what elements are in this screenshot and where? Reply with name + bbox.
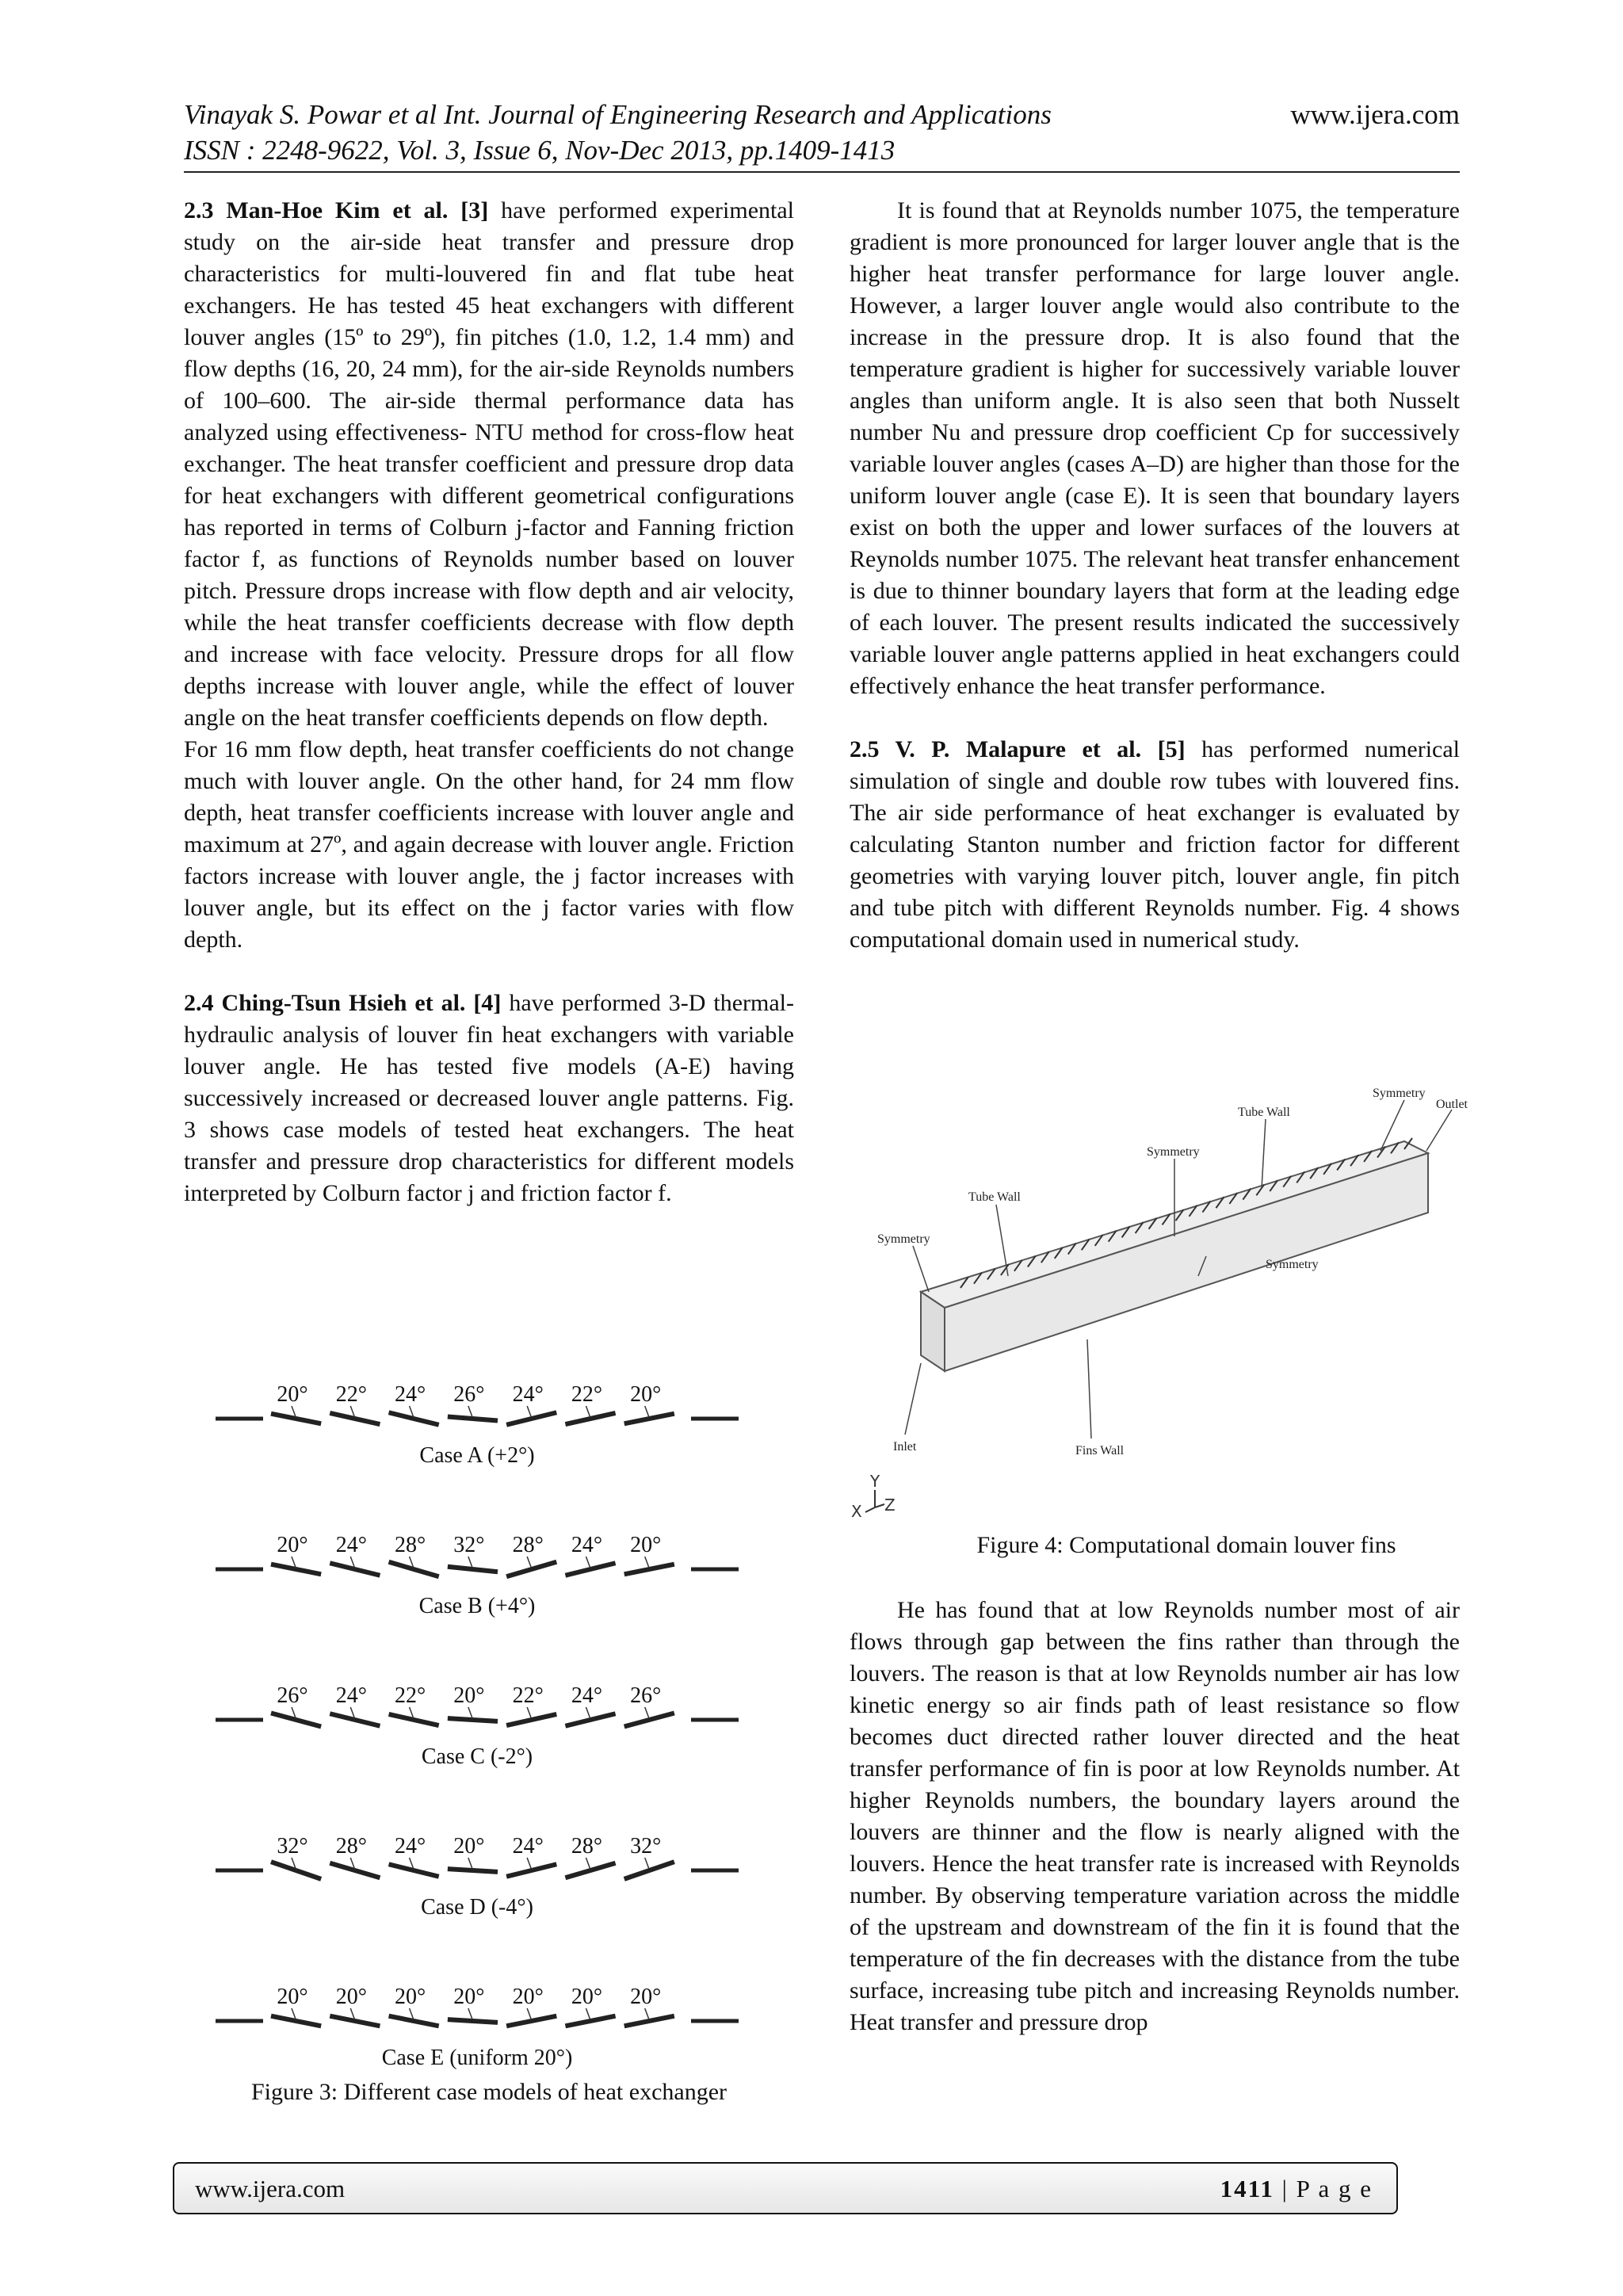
louver-blade (565, 1713, 615, 1725)
louver-angle-label: 20° (453, 1683, 485, 1708)
louver-blade (506, 2016, 556, 2027)
label-symmetry-left: Symmetry (877, 1232, 930, 1246)
louver-blade (448, 2019, 498, 2023)
louver-angle-label: 24° (571, 1533, 603, 1557)
louver-angle-label: 22° (395, 1683, 426, 1708)
louver-blade (624, 1713, 674, 1727)
angle-marker (468, 1557, 472, 1568)
louver-blade (624, 1414, 674, 1424)
louver-blade (389, 1714, 439, 1725)
louver-angle-label: 20° (277, 1533, 308, 1557)
louver-blade (624, 2016, 674, 2027)
issn-line: ISSN : 2248-9622, Vol. 3, Issue 6, Nov-Dec 2013, pp.1409-1413 (184, 135, 896, 166)
label-symmetry-right: Symmetry (1266, 1258, 1319, 1271)
footer-website[interactable]: www.ijera.com (195, 2175, 346, 2202)
louver-angle-label: 24° (512, 1834, 544, 1859)
angle-marker (350, 2008, 354, 2019)
louver-blade (506, 1562, 556, 1576)
page-footer (173, 2162, 1398, 2214)
angle-marker (292, 2008, 296, 2019)
section-2-5-findings: He has found that at low Reynolds number most of air flows through gap between the fins rather than through the louvers. The reason is that at low Reynolds number air has low kinetic energy so air finds path of least resistance so flow becomes duct directed rather louver directed and the heat transfer performance of fin is poor at low Reynolds number. At higher Reynolds numbers, the boundary layers around the louvers are thinner and the flow is nearly aligned with the louvers. Hence the heat transfer rate is increased with Reynolds number. By observing temperature variation across the middle of the upstream and downstream of the fin it is found that the temperature of the fin decreases with the distance from the tube surface, increasing tube pitch and increasing Reynolds number. Heat transfer and pressure drop (850, 1597, 1460, 2035)
angle-marker (468, 1406, 472, 1417)
louver-blade (565, 1563, 615, 1575)
louver-angle-label: 20° (277, 1985, 308, 2009)
louver-angle-label: 24° (512, 1382, 544, 1407)
louver-blade (624, 1564, 674, 1575)
louver-angle-label: 20° (571, 1985, 603, 2009)
louver-case (216, 1683, 739, 1769)
louver-angle-label: 20° (453, 1834, 485, 1859)
louver-blade (506, 1714, 556, 1725)
label-tube-wall-left: Tube Wall (968, 1190, 1021, 1204)
angle-marker (645, 1557, 649, 1568)
louver-case (216, 1985, 739, 2070)
louver-blade (330, 2016, 380, 2027)
label-symmetry-top: Symmetry (1373, 1087, 1426, 1100)
louver-blade (330, 1413, 380, 1424)
section-2-4-heading: 2.4 Ching-Tsun Hsieh et al. [4] (184, 990, 502, 1016)
louver-angle-label: 28° (395, 1533, 426, 1557)
louver-angle-label: 20° (630, 1985, 662, 2009)
louver-blade (271, 2016, 321, 2027)
angle-marker (586, 1858, 590, 1869)
angle-marker (410, 2008, 414, 2019)
louver-blade (565, 2016, 615, 2027)
section-2-5-text: has performed numerical simulation of single and double row tubes with louvered fins. The air side performance of heat exchanger is evaluated by calculating Stanton number and friction factor for different geometries with varying louver pitch, louver angle, fin pitch and tube pitch with different Reynolds number. Fig. 4 shows computational domain used in numerical study. (850, 736, 1460, 953)
label-tube-wall-top: Tube Wall (1238, 1106, 1290, 1119)
angle-marker (645, 1707, 649, 1718)
louver-angle-label: 26° (630, 1683, 662, 1708)
page-header (184, 97, 1460, 168)
louver-angle-label: 24° (395, 1834, 426, 1859)
case-label: Case B (+4°) (418, 1594, 536, 1618)
axis-z-label: Z (884, 1496, 896, 1515)
louver-angle-label: 32° (277, 1834, 308, 1859)
angle-marker (586, 2008, 590, 2019)
angle-marker (645, 1406, 649, 1417)
louver-angle-label: 24° (395, 1382, 426, 1407)
louver-blade (624, 1862, 674, 1879)
label-inlet: Inlet (893, 1440, 917, 1454)
section-2-3-heading: 2.3 Man-Hoe Kim et al. [3] (184, 197, 489, 223)
louver-blade (389, 1412, 439, 1424)
louver-angle-label: 26° (453, 1382, 485, 1407)
header-website[interactable]: www.ijera.com (1290, 99, 1460, 130)
louver-blade (330, 1713, 380, 1725)
angle-marker (645, 2008, 649, 2019)
angle-marker (527, 1707, 531, 1718)
figure-4-computational-domain (850, 1078, 1468, 1490)
louver-angle-label: 20° (512, 1985, 544, 2009)
axis-y-label: Y (870, 1472, 880, 1491)
louver-angle-label: 20° (630, 1533, 662, 1557)
label-fins-wall: Fins Wall (1075, 1444, 1125, 1457)
louver-blade (271, 1414, 321, 1424)
angle-marker (586, 1707, 590, 1718)
louver-blade (448, 1416, 498, 1420)
figure-4-caption: Figure 4: Computational domain louver fins (976, 1532, 1396, 1558)
angle-marker (292, 1557, 296, 1568)
louver-angle-label: 24° (335, 1533, 367, 1557)
label-symmetry-mid: Symmetry (1147, 1145, 1200, 1159)
louver-angle-label: 22° (512, 1683, 544, 1708)
louver-angle-label: 24° (571, 1683, 603, 1708)
right-column (850, 195, 1460, 956)
louver-blade (448, 1718, 498, 1721)
angle-marker (468, 1707, 472, 1718)
louver-blade (565, 1413, 615, 1424)
louver-angle-label: 28° (512, 1533, 544, 1557)
angle-marker (586, 1557, 590, 1568)
figure-3-caption: Figure 3: Different case models of heat exchanger (250, 2079, 727, 2105)
section-2-3-text: have performed experimental study on the air-side heat transfer and pressure drop characteristics for multi-louvered fin and flat tube heat exchangers. He has tested 45 heat exchangers with different louver angles (15º to 29º), fin pitches (1.0, 1.2, 1.4 mm) and flow depths (16, 20, 24 mm), for the air-side Reynolds numbers of 100–600. The air-side thermal performance data has analyzed using effectiveness- NTU method for cross-flow heat exchanger. The heat transfer coefficient and pressure drop data for heat exchangers with different geometrical configurations has reported in terms of Colburn j-factor and Fanning friction factor f, as functions of Reynolds number based on louver pitch. Pressure drops increase with flow depth and air velocity, while the heat transfer coefficients decrease with flow depth and increase with face velocity. Pressure drops for all flow depths increase with louver angle, while the effect of louver angle on the heat transfer coefficients depends on flow depth. (184, 197, 794, 731)
label-outlet: Outlet (1436, 1098, 1468, 1111)
louver-angle-label: 20° (277, 1382, 308, 1407)
journal-title: Vinayak S. Powar et al Int. Journal of Engineering Research and Applications (184, 99, 1052, 130)
figure-3-louver-cases (184, 1371, 794, 2100)
angle-marker (527, 1858, 531, 1869)
section-2-5 (850, 734, 1460, 956)
louver-angle-label: 20° (335, 1985, 367, 2009)
angle-marker (527, 1557, 531, 1568)
louver-case (216, 1382, 739, 1468)
louver-blade (506, 1412, 556, 1424)
louver-angle-label: 20° (453, 1985, 485, 2009)
case-label: Case E (uniform 20°) (381, 2046, 573, 2070)
footer-page (1220, 2175, 1373, 2203)
louver-blade (565, 1863, 615, 1878)
angle-marker (645, 1858, 649, 1869)
case-label: Case D (-4°) (421, 1895, 533, 1920)
section-2-4 (184, 988, 794, 1209)
louver-blade (271, 1713, 321, 1727)
louver-blade (330, 1563, 380, 1575)
louver-angle-label: 28° (335, 1834, 367, 1859)
section-2-3-continued: For 16 mm flow depth, heat transfer coefficients do not change much with louver angle. On the other hand, for 24 mm flow depth, heat transfer coefficients increase with louver angle and maximum at 27º, and again decrease with louver angle. Friction factors increase with louver angle, the j factor increases with louver angle, but its effect on the j factor varies with flow depth. (184, 736, 794, 953)
louver-angle-label: 22° (335, 1382, 367, 1407)
louver-angle-label: 28° (571, 1834, 603, 1859)
page-number: 1411 (1220, 2175, 1274, 2202)
angle-marker (468, 1858, 472, 1869)
page-label: | P a g e (1274, 2175, 1373, 2202)
section-2-5-heading: 2.5 V. P. Malapure et al. [5] (850, 736, 1186, 762)
section-2-4-text: have performed 3-D thermal-hydraulic analysis of louver fin heat exchangers with variable louver angle. He has tested five models (A-E) having successively increased or decreased louver angle patterns. Fig. 3 shows case models of tested heat exchangers. The heat transfer and pressure drop characteristics for different models interpreted by Colburn factor j and friction factor f. (184, 990, 795, 1206)
louver-blade (389, 1562, 439, 1576)
left-column (184, 195, 794, 1209)
angle-marker (527, 2008, 531, 2019)
louver-case (216, 1834, 739, 1920)
louver-angle-label: 32° (453, 1533, 485, 1557)
louver-angle-label: 20° (395, 1985, 426, 2009)
louver-blade (448, 1869, 498, 1872)
louver-blade (389, 1864, 439, 1876)
louver-blade (506, 1864, 556, 1876)
louver-angle-label: 22° (571, 1382, 603, 1407)
angle-marker (527, 1406, 531, 1417)
axis-x-label: X (851, 1502, 862, 1521)
louver-case (216, 1533, 739, 1618)
louver-blade (389, 2016, 439, 2027)
section-2-4-results: It is found that at Reynolds number 1075, the temperature gradient is more pronounced for larger louver angle that is the higher heat transfer performance for large louver angle. However, a larger louver angle would also contribute to the increase in the pressure drop. It is also found that the temperature gradient is higher for successively variable louver angles than uniform angle. It is also seen that both Nusselt number Nu and pressure drop coefficient Cp for successively variable louver angles (cases A–D) are higher than those for the uniform louver angle (case E). It is seen that boundary layers exist on both the upper and lower surfaces of the louvers at Reynolds number 1075. The relevant heat transfer enhancement is due to thinner boundary layers that form at the leading edge of each louver. The present results indicated the successively variable louver angle patterns applied in heat exchangers could effectively enhance the heat transfer performance. (850, 197, 1460, 699)
louver-blade (271, 1862, 321, 1879)
case-label: Case C (-2°) (421, 1744, 533, 1769)
right-column-lower (850, 1595, 1460, 2038)
case-label: Case A (+2°) (419, 1443, 535, 1468)
louver-angle-label: 26° (277, 1683, 308, 1708)
louver-blade (271, 1564, 321, 1575)
louver-angle-label: 20° (630, 1382, 662, 1407)
louver-angle-label: 32° (630, 1834, 662, 1859)
angle-marker (292, 1406, 296, 1417)
louver-blade (330, 1863, 380, 1878)
louver-angle-label: 24° (335, 1683, 367, 1708)
angle-marker (468, 2008, 472, 2019)
section-2-3 (184, 195, 794, 734)
angle-marker (586, 1406, 590, 1417)
axis-triad (850, 1471, 905, 1526)
header-rule (184, 171, 1460, 173)
